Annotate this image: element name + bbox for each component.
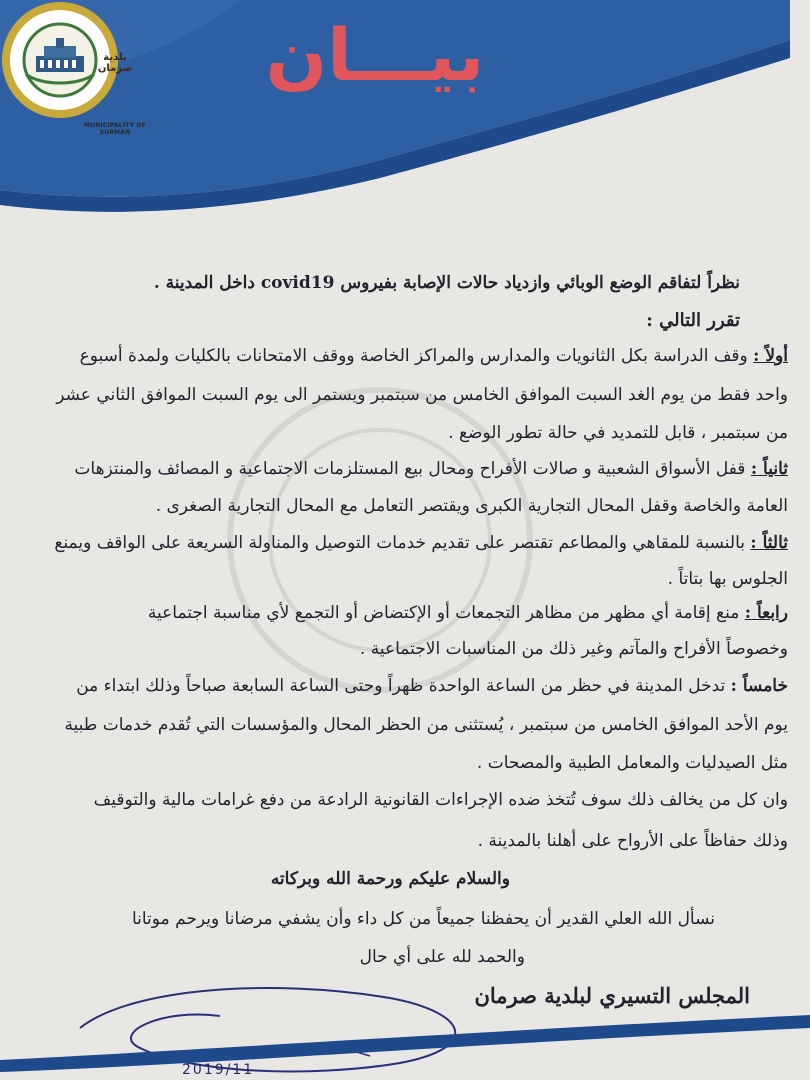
item-1-line-1 bbox=[80, 345, 788, 367]
item-4-text-1: منع إقامة أي مظهر من مظاهر التجمعات أو الإكتضاض أو التجمع لأي مناسبة اجتماعية bbox=[147, 603, 740, 623]
footer-wave bbox=[0, 1010, 810, 1080]
intro-line: نظراً لتفاقم الوضع الوبائي وازدياد حالات الإصابة بفيروس covid19 داخل المدينة . bbox=[153, 273, 740, 293]
item-2-lead: ثانياً : bbox=[750, 459, 788, 479]
greeting-line: والسلام عليكم ورحمة الله وبركاته bbox=[270, 869, 510, 889]
item-2-line-1 bbox=[74, 458, 788, 480]
item-3-lead: ثالثاً : bbox=[750, 533, 788, 553]
item-2-line-2: العامة والخاصة وقفل المحال التجارية الكبرى ويقتصر التعامل مع المحال التجارية الصغرى . bbox=[155, 496, 788, 516]
praise-line: والحمد لله على أي حال bbox=[359, 947, 525, 967]
item-5-line-2: يوم الأحد الموافق الخامس من سبتمبر ، يُستثنى من الحظر المحال والمؤسسات التي تُقدم خدمات طبية bbox=[64, 715, 788, 735]
date-stamp: 2019/11 bbox=[182, 1062, 255, 1078]
item-4-lead: رابعاً : bbox=[744, 603, 788, 623]
item-4-line-2: وخصوصاً الأفراح والمآتم وغير ذلك من المناسبات الاجتماعية . bbox=[359, 639, 788, 659]
item-5-line-1 bbox=[76, 675, 788, 697]
item-2-text-1: قفل الأسواق الشعبية و صالات الأفراح ومحال بيع المستلزمات الاجتماعية و المصائف والمنتزهات bbox=[74, 459, 746, 479]
warning-line-2: وذلك حفاظاً على الأرواح على أهلنا بالمدينة . bbox=[477, 831, 788, 851]
prayer-line: نسأل الله العلي القدير أن يحفظنا جميعاً من كل داء وأن يشفي مرضانا ويرحم موتانا bbox=[131, 909, 715, 929]
page-title: بيـــان bbox=[265, 13, 485, 97]
item-5-line-3: مثل الصيدليات والمعامل الطبية والمصحات . bbox=[476, 753, 788, 773]
item-3-text-1: بالنسبة للمقاهي والمطاعم تقتصر على تقديم خدمات التوصيل والمناولة السريعة على الواقف ويمنع bbox=[54, 533, 745, 553]
item-1-line-2: واحد فقط من يوم الغد السبت الموافق الخامس من سبتمبر ويستمر الى يوم السبت الموافق الثاني عشر bbox=[56, 385, 788, 405]
item-1-line-3: من سبتمبر ، قابل للتمديد في حالة تطور الوضع . bbox=[448, 423, 788, 443]
item-3-line-2: الجلوس بها بتاتاً . bbox=[667, 569, 788, 589]
item-1-text-1: وقف الدراسة بكل الثانويات والمدارس والمراكز الخاصة ووقف الامتحانات بالكليات ولمدة أسبوع bbox=[79, 346, 748, 366]
item-4-line-1 bbox=[148, 602, 788, 624]
item-5-lead: خامساً : bbox=[730, 676, 788, 696]
item-3-line-1 bbox=[54, 532, 788, 554]
item-1-lead: أولاً : bbox=[753, 346, 788, 366]
warning-line-1: وان كل من يخالف ذلك سوف تُتخذ ضده الإجراءات القانونية الرادعة من دفع غرامات مالية والتوقيف bbox=[93, 790, 788, 810]
logo-arabic-text: بلدية صرمان bbox=[97, 52, 133, 74]
decides-line: تقرر التالي : bbox=[646, 310, 740, 331]
signature-line: المجلس التسيري لبلدية صرمان bbox=[474, 983, 750, 1008]
item-5-text-1: تدخل المدينة في حظر من الساعة الواحدة ظهراً وحتى الساعة السابعة صباحاً وذلك ابتداء من bbox=[76, 676, 726, 696]
logo-english-text: MUNICIPALITY OF SURMAN bbox=[83, 122, 146, 136]
